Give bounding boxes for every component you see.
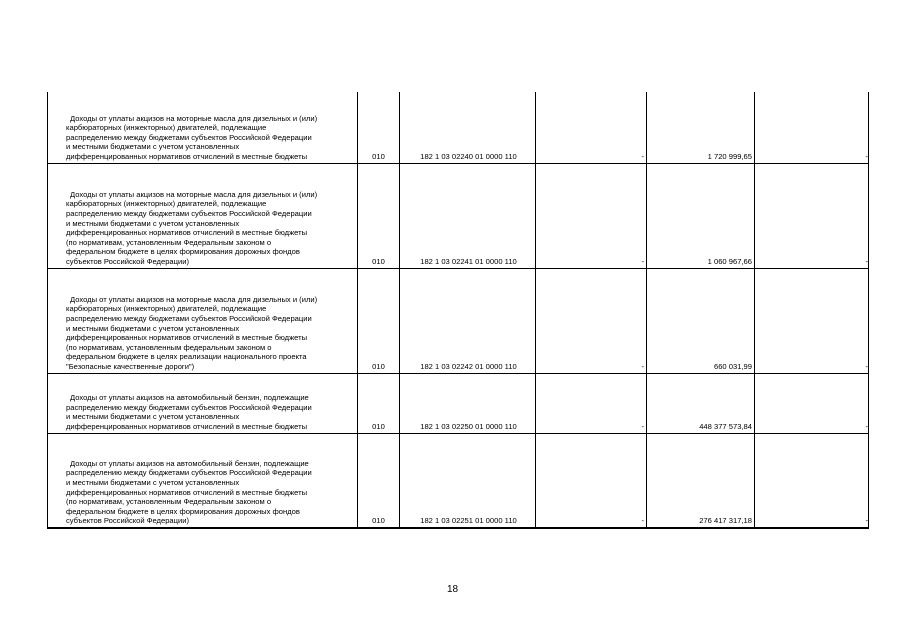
line-code-cell: 010 (358, 163, 400, 268)
kbk-code-cell: 182 1 03 02240 01 0000 110 (400, 92, 536, 163)
plan-cell: - (536, 268, 647, 373)
kbk-code-cell: 182 1 03 02242 01 0000 110 (400, 268, 536, 373)
executed-cell: 1 060 967,66 (647, 163, 755, 268)
remaining-cell: - (755, 373, 869, 433)
executed-cell: 276 417 317,18 (647, 433, 755, 528)
kbk-code-cell: 182 1 03 02251 01 0000 110 (400, 433, 536, 528)
income-name-cell: Доходы от уплаты акцизов на моторные масла для дизельных и (или) карбюраторных (инжекторных) двигателей, подлежащие распределению между бюджетами субъектов Российской Федерации и местными бюджетами с учетом установленных дифференцированных нормативов отчислений в местные бюджеты (по нормативам, установленным федеральным законом о федеральном бюджете в целях реализации национального проекта "Безопасные качественные дороги") (48, 268, 358, 373)
executed-cell: 448 377 573,84 (647, 373, 755, 433)
income-name-cell: Доходы от уплаты акцизов на моторные масла для дизельных и (или) карбюраторных (инжекторных) двигателей, подлежащие распределению между бюджетами субъектов Российской Федерации и местными бюджетами с учетом установленных дифференцированных нормативов отчислений в местные бюджеты (48, 92, 358, 163)
income-name-cell: Доходы от уплаты акцизов на автомобильный бензин, подлежащие распределению между бюджетами субъектов Российской Федерации и местными бюджетами с учетом установленных дифференцированных нормативов отчислений в местные бюджеты (48, 373, 358, 433)
remaining-cell: - (755, 433, 869, 528)
revenue-table (47, 92, 869, 529)
table-row (48, 433, 869, 528)
table-row (48, 163, 869, 268)
table-row (48, 268, 869, 373)
table-row (48, 92, 869, 163)
income-name-cell: Доходы от уплаты акцизов на моторные масла для дизельных и (или) карбюраторных (инжекторных) двигателей, подлежащие распределению между бюджетами субъектов Российской Федерации и местными бюджетами с учетом установленных дифференцированных нормативов отчислений в местные бюджеты (по нормативам, установленным Федеральным законом о федеральном бюджете в целях формирования дорожных фондов субъектов Российской Федерации) (48, 163, 358, 268)
plan-cell: - (536, 373, 647, 433)
page-number: 18 (446, 584, 459, 595)
executed-cell: 1 720 999,65 (647, 92, 755, 163)
plan-cell: - (536, 163, 647, 268)
income-name-cell: Доходы от уплаты акцизов на автомобильный бензин, подлежащие распределению между бюджетами субъектов Российской Федерации и местными бюджетами с учетом установленных дифференцированных нормативов отчислений в местные бюджеты (по нормативам, установленным Федеральным законом о федеральном бюджете в целях формирования дорожных фондов субъектов Российской Федерации) (48, 433, 358, 528)
plan-cell: - (536, 433, 647, 528)
remaining-cell: - (755, 268, 869, 373)
executed-cell: 660 031,99 (647, 268, 755, 373)
remaining-cell: - (755, 163, 869, 268)
remaining-cell: - (755, 92, 869, 163)
plan-cell: - (536, 92, 647, 163)
kbk-code-cell: 182 1 03 02241 01 0000 110 (400, 163, 536, 268)
line-code-cell: 010 (358, 373, 400, 433)
table-row (48, 373, 869, 433)
line-code-cell: 010 (358, 268, 400, 373)
kbk-code-cell: 182 1 03 02250 01 0000 110 (400, 373, 536, 433)
line-code-cell: 010 (358, 433, 400, 528)
line-code-cell: 010 (358, 92, 400, 163)
